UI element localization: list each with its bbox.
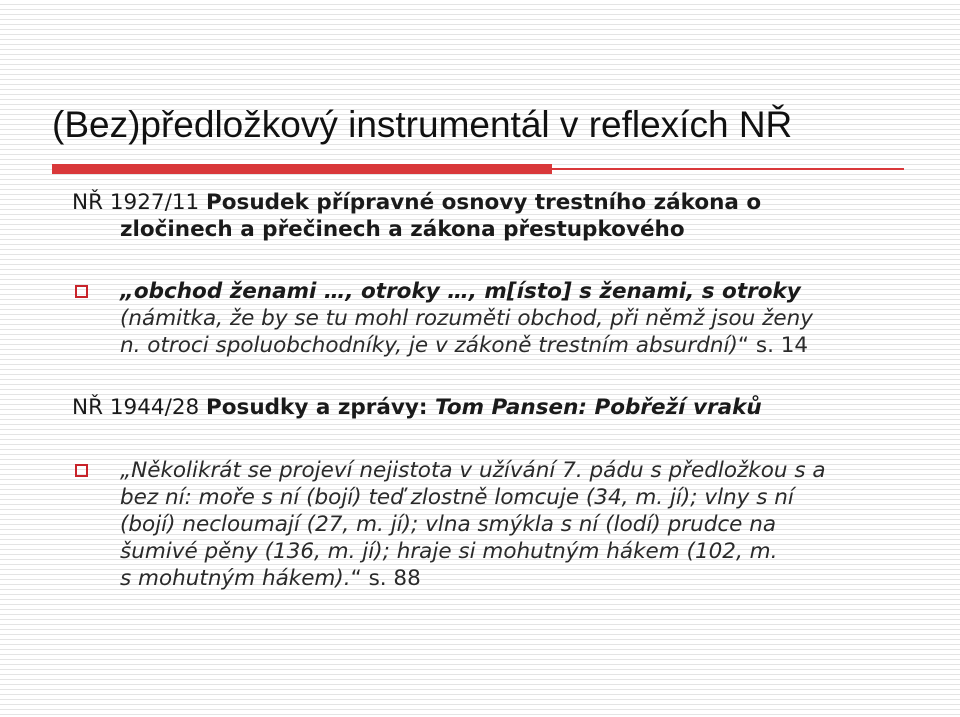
bullet-square-icon: [75, 285, 88, 298]
source-2: [72, 394, 892, 421]
bullet-square-icon: [75, 464, 88, 477]
source-2-lead: NŘ 1944/28: [72, 395, 207, 420]
quote-2: [75, 457, 915, 592]
quote-2-line3: (bojí) necloumají (27, m. jí); vlna smýkla s ní (lodí) prudce na: [120, 512, 777, 537]
quote-1-line1: „obchod ženami …, otroky …, m[ísto] s ženami, s otroky: [120, 279, 801, 304]
quote-1-line2: (námitka, že by se tu mohl rozuměti obchod, při němž jsou ženy: [120, 306, 813, 331]
slide-title: (Bez)předložkový instrumentál v reflexích NŘ: [52, 104, 793, 145]
quote-1-line3: n. otroci spoluobchodníky, je v zákoně trestním absurdní): [120, 333, 738, 358]
quote-1: [75, 278, 915, 359]
quote-2-line4: šumivé pěny (136, m. jí); hraje si mohutným hákem (102, m.: [120, 539, 778, 564]
quote-2-line5: s mohutným hákem).: [120, 566, 351, 591]
title-underline: [52, 164, 904, 174]
quote-2-line2: bez ní: moře s ní (bojí) teď zlostně lomcuje (34, m. jí); vlny s ní: [120, 485, 794, 510]
source-1-title-line1: Posudek přípravné osnovy trestního zákona o: [206, 190, 762, 215]
source-1-title-line2: zločinech a přečinech a zákona přestupkového: [120, 217, 685, 242]
quote-2-line1: „Několikrát se projeví nejistota v užívání 7. pádu s předložkou s a: [120, 458, 826, 483]
source-2-title: Posudky a zprávy:: [206, 395, 435, 420]
quote-2-ref: “ s. 88: [350, 566, 421, 591]
underline-accent-bar: [52, 164, 552, 174]
source-1: [72, 189, 892, 243]
quote-1-ref: “ s. 14: [737, 333, 809, 358]
source-1-lead: NŘ 1927/11: [72, 190, 207, 215]
source-2-work: Tom Pansen: Pobřeží vraků: [434, 395, 762, 420]
